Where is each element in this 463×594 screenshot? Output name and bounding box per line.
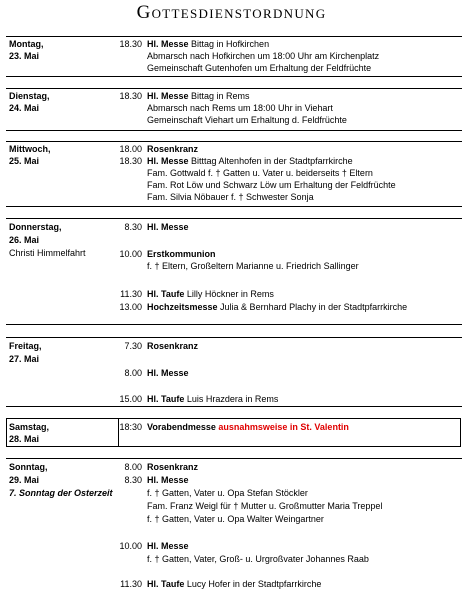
day-label: Dienstag, bbox=[9, 91, 50, 101]
divider bbox=[6, 406, 462, 407]
entry-time: 18.30 bbox=[119, 39, 142, 49]
entry-text: f. † Gatten, Vater, Groß- u. Urgroßvater Johannes Raab bbox=[147, 554, 369, 564]
entry-time: 7.30 bbox=[124, 341, 142, 351]
entry-text: f. † Eltern, Großeltern Marianne u. Friedrich Sallinger bbox=[147, 261, 359, 271]
entry-text: Hl. Taufe Lucy Hofer in der Stadtpfarrkirche bbox=[147, 579, 322, 589]
entry-text: Hl. Taufe Lilly Höckner in Rems bbox=[147, 289, 274, 299]
divider bbox=[6, 337, 462, 338]
divider bbox=[6, 324, 462, 325]
entry-text: Hl. Messe Bittag in Rems bbox=[147, 91, 250, 101]
divider bbox=[6, 76, 462, 77]
divider bbox=[6, 206, 462, 207]
entry-time: 8.00 bbox=[124, 368, 142, 378]
entry-time: 18:30 bbox=[119, 422, 142, 432]
entry-text: f. † Gatten, Vater u. Opa Stefan Stöckler bbox=[147, 488, 308, 498]
date-label: 27. Mai bbox=[9, 354, 40, 364]
entry-time: 11.30 bbox=[120, 579, 142, 589]
day-label: Donnerstag, bbox=[9, 222, 62, 232]
date-label: 24. Mai bbox=[9, 103, 40, 113]
entry-text: Rosenkranz bbox=[147, 341, 199, 351]
entry-text: Hl. Messe Bittag in Hofkirchen bbox=[147, 39, 270, 49]
day-section-samstag bbox=[6, 418, 461, 447]
entry-text: Hochzeitsmesse Julia & Bernhard Plachy in der Stadtpfarrkirche bbox=[147, 302, 408, 312]
entry-text: Fam. Franz Weigl für † Mutter u. Großmutter Maria Treppel bbox=[147, 501, 383, 511]
entry-text: Fam. Rot Löw und Schwarz Löw um Erhaltung der Feldfrüchte bbox=[147, 180, 396, 190]
divider bbox=[6, 88, 462, 89]
divider bbox=[6, 218, 462, 219]
entry-text: Erstkommunion bbox=[147, 249, 216, 259]
entry-text: Hl. Messe bbox=[147, 475, 189, 485]
feast-label: 7. Sonntag der Osterzeit bbox=[9, 488, 113, 498]
entry-text: Hl. Messe bbox=[147, 541, 189, 551]
date-label: 23. Mai bbox=[9, 51, 40, 61]
entry-text: Hl. Messe Bitttag Altenhofen in der Stadtpfarrkirche bbox=[147, 156, 353, 166]
entry-text: Abmarsch nach Rems um 18:00 Uhr in Viehart bbox=[147, 103, 333, 113]
entry-text: Hl. Messe bbox=[147, 368, 189, 378]
entry-text: Gemeinschaft Gutenhofen um Erhaltung der Feldfrüchte bbox=[147, 63, 372, 73]
day-label: Montag, bbox=[9, 39, 44, 49]
entry-time: 10.00 bbox=[119, 249, 142, 259]
divider bbox=[6, 130, 462, 131]
entry-text: f. † Gatten, Vater u. Opa Walter Weingartner bbox=[147, 514, 324, 524]
entry-text: Fam. Silvia Nöbauer f. † Schwester Sonja bbox=[147, 192, 314, 202]
entry-time: 8.30 bbox=[124, 475, 142, 485]
entry-time: 8.30 bbox=[124, 222, 142, 232]
entry-text: Hl. Taufe Luis Hrazdera in Rems bbox=[147, 394, 279, 404]
date-label: 28. Mai bbox=[9, 434, 40, 444]
day-label: Sonntag, bbox=[9, 462, 48, 472]
entry-text: Gemeinschaft Viehart um Erhaltung d. Feldfrüchte bbox=[147, 115, 347, 125]
date-label: 25. Mai bbox=[9, 156, 40, 166]
entry-time: 18.30 bbox=[119, 156, 142, 166]
entry-time: 8.00 bbox=[124, 462, 142, 472]
date-label: 26. Mai bbox=[9, 235, 40, 245]
entry-time: 18.30 bbox=[119, 91, 142, 101]
entry-text: Vorabendmesse ausnahmsweise in St. Valentin bbox=[147, 422, 349, 432]
divider bbox=[6, 141, 462, 142]
entry-time: 11.30 bbox=[120, 289, 142, 299]
date-label: 29. Mai bbox=[9, 475, 40, 485]
entry-time: 15.00 bbox=[119, 394, 142, 404]
day-label: Mittwoch, bbox=[9, 144, 51, 154]
day-label: Samstag, bbox=[9, 422, 50, 432]
entry-time: 10.00 bbox=[119, 541, 142, 551]
entry-text: Rosenkranz bbox=[147, 462, 199, 472]
entry-time: 13.00 bbox=[119, 302, 142, 312]
page-title: Gottesdienstordnung bbox=[136, 2, 327, 23]
divider bbox=[6, 36, 462, 37]
entry-text: Fam. Gottwald f. † Gatten u. Vater u. beiderseits † Eltern bbox=[147, 168, 373, 178]
entry-text: Hl. Messe bbox=[147, 222, 189, 232]
entry-text: Rosenkranz bbox=[147, 144, 199, 154]
feast-label: Christi Himmelfahrt bbox=[9, 248, 86, 258]
entry-time: 18.00 bbox=[119, 144, 142, 154]
divider bbox=[6, 458, 462, 459]
day-label: Freitag, bbox=[9, 341, 42, 351]
entry-text: Abmarsch nach Hofkirchen um 18:00 Uhr am Kirchenplatz bbox=[147, 51, 380, 61]
